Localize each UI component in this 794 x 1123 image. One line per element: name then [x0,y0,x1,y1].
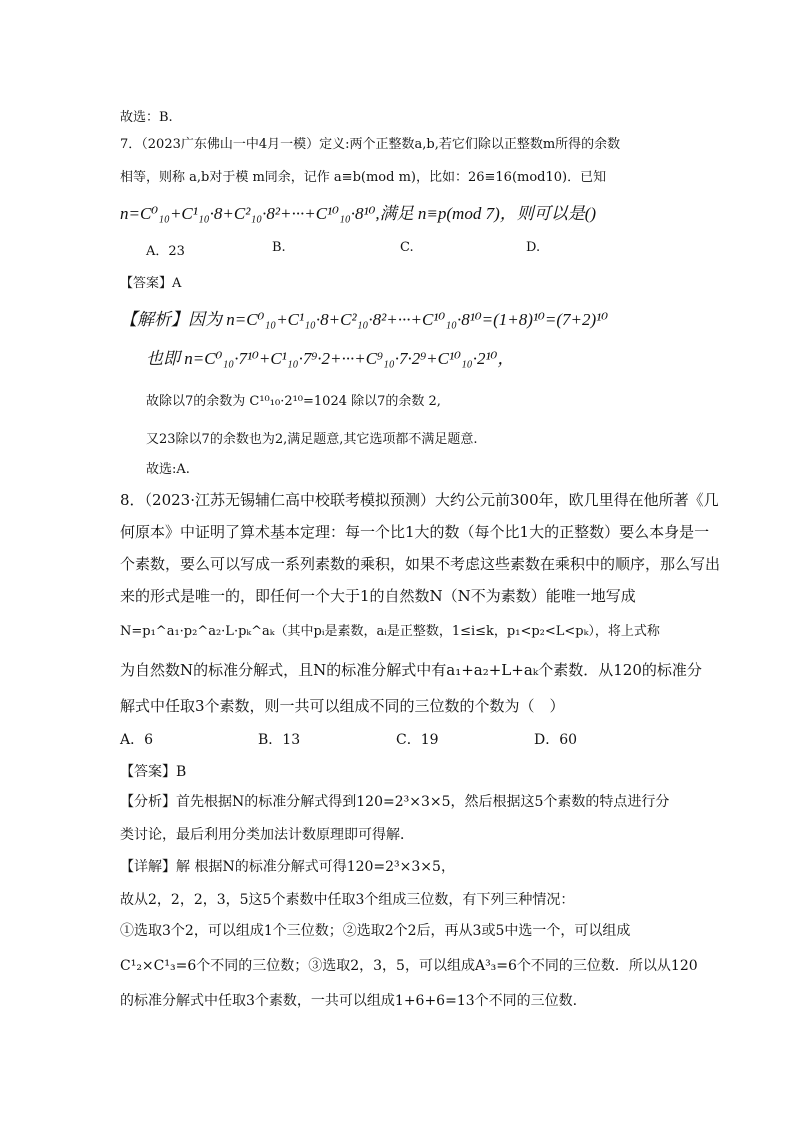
q7-option-a: A．23 [146,244,185,259]
q8-analysis-cont: 类讨论，最后利用分类加法计数原理即可得解． [120,827,414,843]
q7-solution-line-2: 也即 n=C⁰₁₀·7¹⁰+C¹₁₀·7⁹·2+···+C⁹₁₀·7·2⁹+C¹⁰₁₀·2¹⁰， [146,349,515,368]
q8-option-b: B．13 [258,732,301,748]
q7-solution-line-4: 又23除以7的余数也为2,满足题意,其它选项都不满足题意. [146,432,478,447]
q7-answer-label: 【答案】A [120,276,182,291]
q8-analysis: 【分析】首先根据N的标准分解式得到120=2³×3×5，然后根据这5个素数的特点进行分 [120,794,670,810]
q8-detail-5: 的标准分解式中任取3个素数，一共可以组成1+6+6=13个不同的三位数. [120,993,578,1009]
question-8-formula: N=p₁^a₁·p₂^a₂·L·pₖ^aₖ（其中pᵢ是素数，aᵢ是正整数，1≤i≤k，p₁<p₂<L<pₖ），将上式称 [120,624,660,639]
q7-option-b: B. [272,240,286,255]
q8-option-a: A．6 [120,732,154,748]
question-8-stem-2: 何原本》中证明了算术基本定理：每一个比1大的数（每个比1大的正整数）要么本身是一 [120,523,710,541]
question-7-formula: n=C⁰₁₀+C¹₁₀·8+C²₁₀·8²+···+C¹⁰₁₀·8¹⁰,满足 n≡p(mod 7)，则可以是() [120,204,597,223]
q8-detail-2: 故从2，2，2，3，5这5个素数中任取3个组成三位数，有下列三种情况： [120,892,575,908]
q8-detail-4: C¹₂×C¹₃=6个不同的三位数；③选取2，3，5，可以组成A³₃=6个不同的三位数．所以从120 [120,958,698,974]
q8-answer-label: 【答案】B [120,764,187,780]
q7-option-d: D. [526,240,541,255]
question-8-stem-3: 个素数，要么可以写成一系列素数的乘积，如果不考虑这些素数在乘积中的顺序，那么写出 [120,555,721,573]
question-8-stem-4: 来的形式是唯一的，即任何一个大于1的自然数N（N不为素数）能唯一地写成 [120,587,636,605]
question-8-stem-6: 解式中任取3个素数，则一共可以组成不同的三位数的个数为（ ） [120,697,565,715]
question-8-stem-5: 为自然数N的标准分解式，且N的标准分解式中有a₁+a₂+L+aₖ个素数．从120的标准分 [120,661,702,679]
q8-detail-3: ①选取3个2，可以组成1个三位数；②选取2个2后，再从3或5中选一个，可以组成 [120,923,631,939]
q7-conclusion: 故选:A. [146,462,190,477]
q7-solution-line-1: 【解析】因为 n=C⁰₁₀+C¹₁₀·8+C²₁₀·8²+···+C¹⁰₁₀·8¹⁰=(1+8)¹⁰=(7+2)¹⁰ [120,310,609,329]
q7-solution-line-3: 故除以7的余数为 C¹⁰₁₀·2¹⁰=1024 除以7的余数 2, [146,394,441,409]
q7-option-c: C. [400,240,414,255]
question-8-stem: 8．（2023·江苏无锡辅仁高中校联考模拟预测）大约公元前300年，欧几里得在他所著《几 [120,491,719,509]
question-7-stem-cont: 相等，则称 a,b对于模 m同余，记作 a≡b(mod m)，比如：26≡16(mod10)．已知 [120,170,607,185]
question-7-stem: 7．（2023广东佛山一中4月一模）定义:两个正整数a,b,若它们除以正整数m所得的余数 [120,137,621,152]
q8-detail: 【详解】解 根据N的标准分解式可得120=2³×3×5， [120,859,455,875]
answer-line-q6: 故选：B. [120,110,173,125]
q8-option-c: C．19 [396,732,439,748]
q8-option-d: D．60 [534,732,578,748]
